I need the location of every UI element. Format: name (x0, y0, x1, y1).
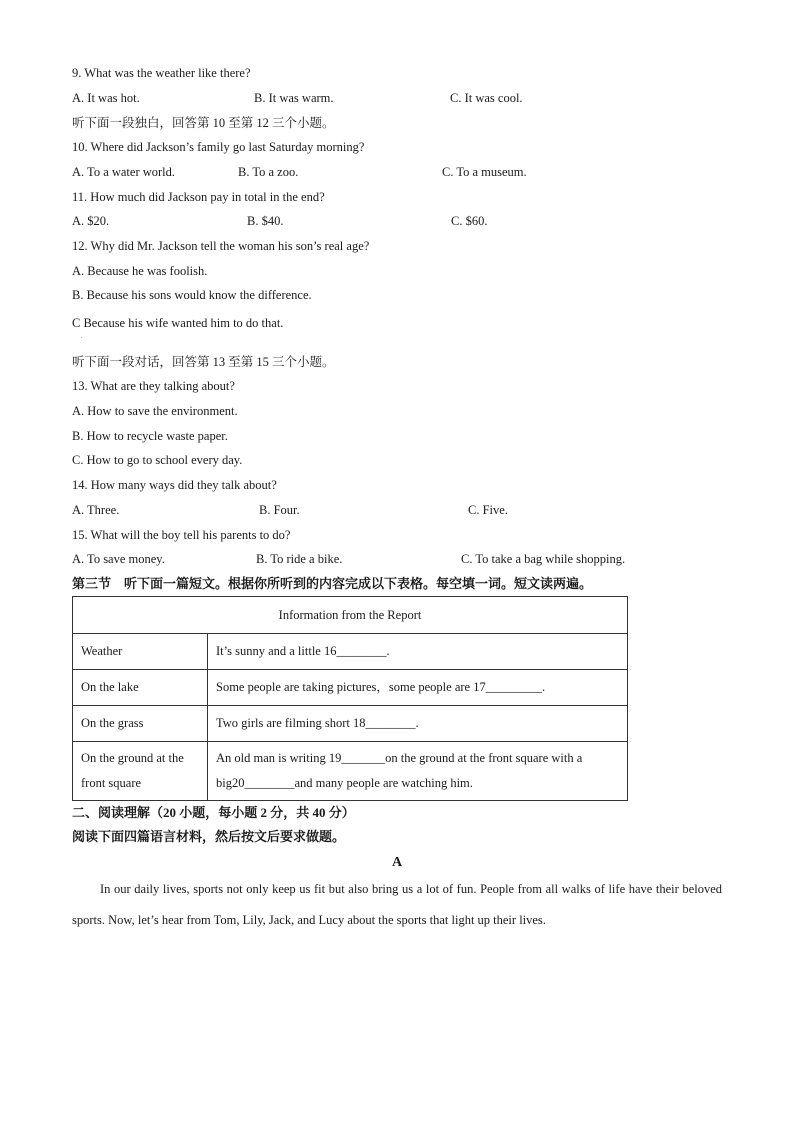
q13-option-a: A. How to save the environment. (72, 404, 238, 418)
table-row (73, 706, 628, 742)
q13-option-c: C. How to go to school every day. (72, 453, 243, 467)
question-13: 13. What are they talking about? (72, 379, 235, 393)
row-content: An old man is writing 19_______on the ground at the front square with a big20________and many people are watching him. (208, 742, 628, 801)
q11-option-b: B. $40. (247, 214, 284, 228)
q14-option-c: C. Five. (468, 503, 508, 517)
table-header-row (73, 597, 628, 634)
row-content: Some people are taking pictures，some people are 17_________. (208, 670, 628, 706)
question-11: 11. How much did Jackson pay in total in the end? (72, 190, 325, 204)
question-10: 10. Where did Jackson’s family go last Saturday morning? (72, 140, 365, 154)
table-row (73, 634, 628, 670)
passage-label: A (391, 855, 403, 870)
q15-option-b: B. To ride a bike. (256, 552, 343, 566)
q14-option-a: A. Three. (72, 503, 120, 517)
section-3-heading: 第三节 听下面一篇短文。根据你所听到的内容完成以下表格。每空填一词。短文读两遍。 (72, 576, 593, 591)
q9-option-b: B. It was warm. (254, 91, 334, 105)
question-14: 14. How many ways did they talk about? (72, 478, 277, 492)
report-table (72, 596, 628, 801)
q14-option-b: B. Four. (259, 503, 300, 517)
q11-option-c: C. $60. (451, 214, 488, 228)
q12-option-b: B. Because his sons would know the difference. (72, 288, 312, 302)
row-label: Weather (73, 634, 208, 670)
q15-option-a: A. To save money. (72, 552, 165, 566)
q10-option-a: A. To a water world. (72, 165, 176, 179)
table-row (73, 670, 628, 706)
passage-paragraph: In our daily lives, sports not only keep us fit but also bring us a lot of fun. People from all walks of life have their beloved sports. Now, let’s hear from Tom, Lily, Jack, and Lucy about the sports that light up their lives. (72, 882, 722, 927)
row-label: On the grass (73, 706, 208, 742)
part-2-instruction: 阅读下面四篇语言材料，然后按文后要求做题。 (72, 829, 346, 844)
q12-option-c: C Because his wife wanted him to do that. (72, 316, 284, 330)
part-2-heading: 二、阅读理解（20 小题，每小题 2 分，共 40 分） (72, 805, 355, 820)
monologue-instruction: 听下面一段独白，回答第 10 至第 12 三个小题。 (72, 116, 335, 130)
q15-option-c: C. To take a bag while shopping. (461, 552, 626, 566)
row-label: On the ground at the front square (73, 742, 208, 801)
question-12: 12. Why did Mr. Jackson tell the woman his son’s real age? (72, 239, 370, 253)
row-label: On the lake (73, 670, 208, 706)
dialogue-instruction: 听下面一段对话，回答第 13 至第 15 三个小题。 (72, 355, 335, 369)
question-9: 9. What was the weather like there? (72, 66, 251, 80)
q10-option-b: B. To a zoo. (238, 165, 299, 179)
q13-option-b: B. How to recycle waste paper. (72, 429, 228, 443)
table-row (73, 742, 628, 801)
q12-option-a: A. Because he was foolish. (72, 264, 208, 278)
q9-option-a: A. It was hot. (72, 91, 140, 105)
question-15: 15. What will the boy tell his parents to do? (72, 528, 291, 542)
stray-dot: . (81, 334, 83, 340)
table-title: Information from the Report (73, 597, 628, 634)
q9-option-c: C. It was cool. (450, 91, 523, 105)
q11-option-a: A. $20. (72, 214, 110, 228)
q10-option-c: C. To a museum. (442, 165, 527, 179)
row-content: It’s sunny and a little 16________. (208, 634, 628, 670)
row-content: Two girls are filming short 18________. (208, 706, 628, 742)
